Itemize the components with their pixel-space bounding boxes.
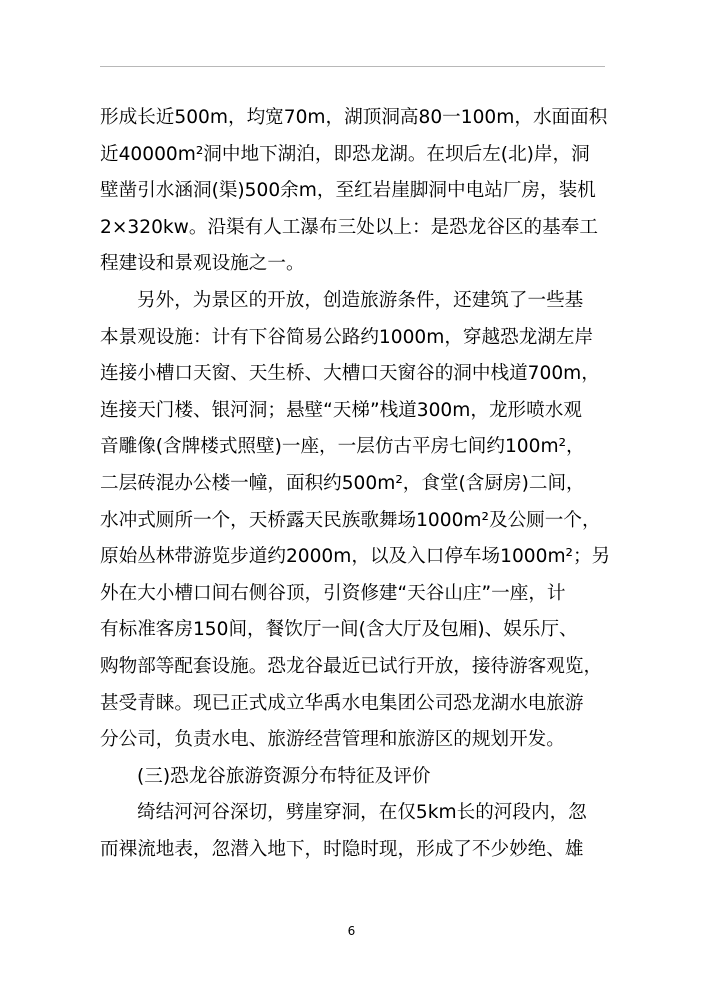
text-line: 水冲式厕所一个，天桥露天民族歌舞场1000m²及公厕一个， — [100, 509, 601, 531]
text-line: 连接小槽口天窗、天生桥、大槽口天窗谷的洞中栈道700m， — [100, 363, 600, 385]
body-text — [100, 100, 611, 868]
header-rule — [100, 66, 605, 67]
text-line: 甚受青睐。现已正式成立华禹水电集团公司恐龙湖水电旅游 — [100, 692, 584, 714]
text-line: 购物部等配套设施。恐龙谷最近已试行开放，接待游客观览， — [100, 655, 603, 677]
paragraph-start-line: 另外，为景区的开放，创造旅游条件，还建筑了一些基 — [137, 289, 584, 311]
text-line: 近40000m²洞中地下湖泊，即恐龙湖。在坝后左(北)岸，洞 — [100, 143, 590, 165]
section-heading: (三)恐龙谷旅游资源分布特征及评价 — [137, 765, 431, 787]
page-number: 6 — [347, 924, 356, 938]
text-line: 程建设和景观设施之一。 — [100, 253, 305, 275]
text-line: 连接天门楼、银河洞；悬壁“天梯”栈道300m，龙形喷水观 — [100, 399, 582, 421]
text-line: 本景观设施：计有下谷简易公路约1000m，穿越恐龙湖左岸 — [100, 326, 594, 348]
text-line: 有标准客房150间，餐饮厅一间(含大厅及包厢)、娱乐厅、 — [100, 619, 578, 641]
text-line: 原始丛林带游览步道约2000m，以及入口停车场1000m²；另 — [100, 546, 611, 568]
paragraph-start-line: 绮结河河谷深切，劈崖穿洞，在仅5km长的河段内，忽 — [137, 802, 587, 824]
text-line: 外在大小槽口间右侧谷顶，引资修建“天谷山庄”一座，计 — [100, 582, 566, 604]
text-line: 2×320kw。沿渠有人工瀑布三处以上：是恐龙谷区的基奉工 — [100, 216, 598, 238]
text-line: 分公司，负责水电、旅游经营管理和旅游区的规划开发。 — [100, 729, 565, 751]
text-line: 壁凿引水涵洞(渠)500余m，至红岩崖脚洞中电站厂房，装机 — [100, 180, 596, 202]
text-line: 二层砖混办公楼一幢，面积约500m²，食堂(含厨房)二间， — [100, 472, 585, 494]
text-line: 形成长近500m，均宽70m，湖顶洞高80一100m，水面面积 — [100, 107, 608, 128]
text-line: 音雕像(含牌楼式照壁)一座，一层仿古平房七间约100m²， — [100, 436, 585, 458]
text-line: 而裸流地表，忽潜入地下，时隐时现，形成了不少妙绝、雄 — [100, 838, 584, 860]
